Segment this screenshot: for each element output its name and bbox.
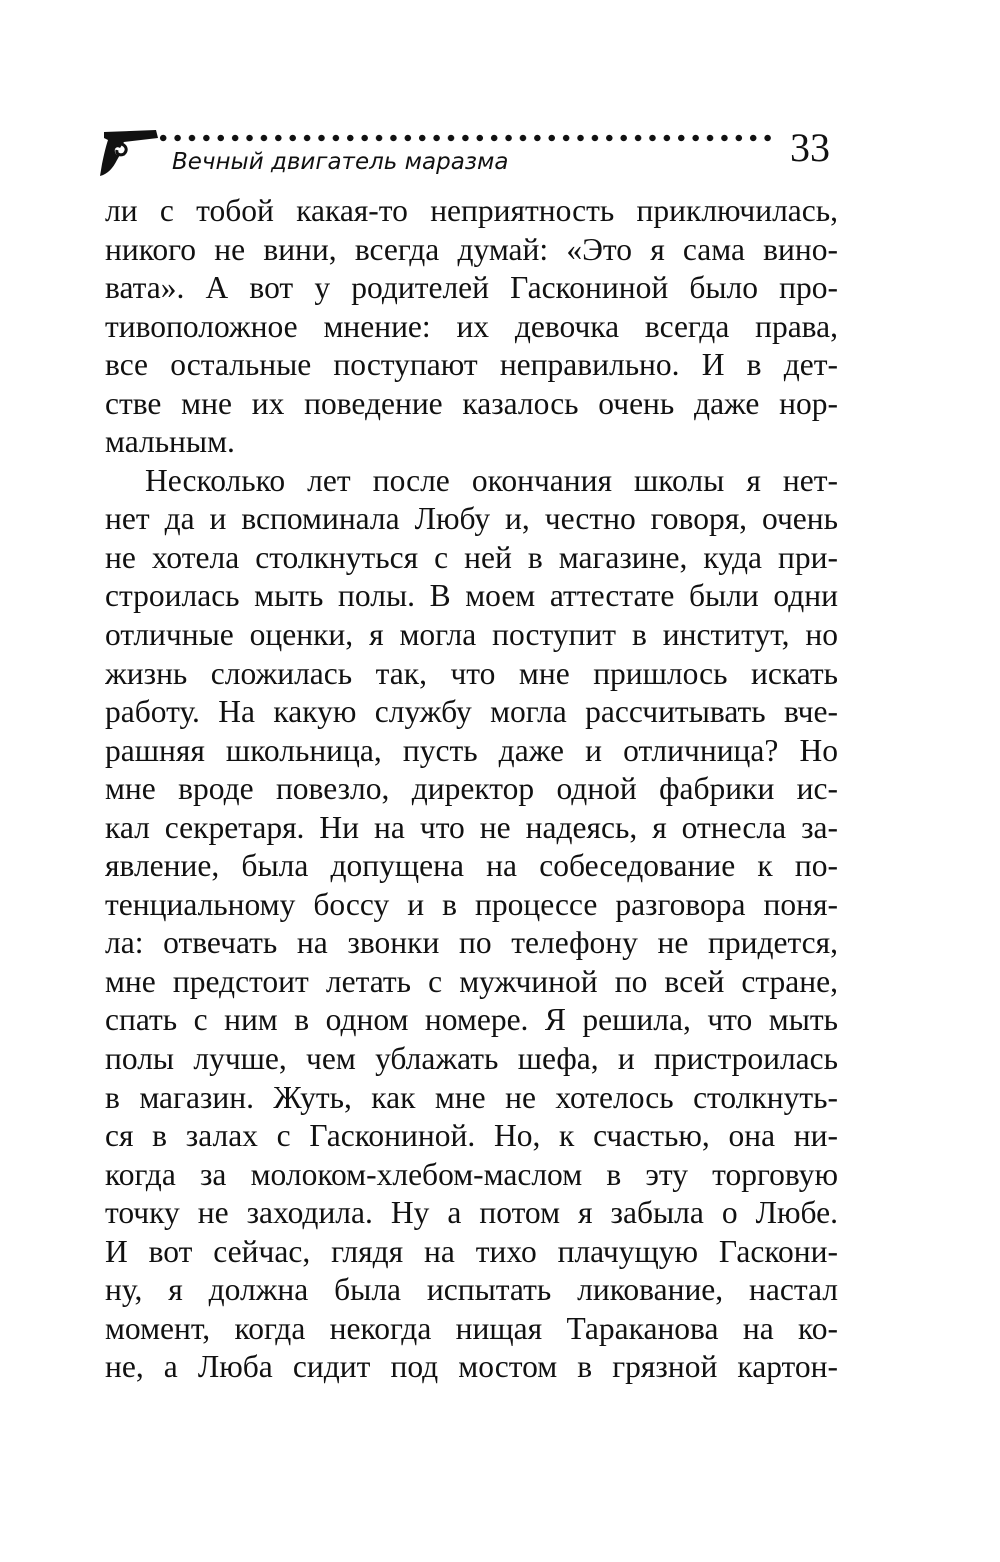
book-title: Вечный двигатель маразма xyxy=(172,149,509,175)
text-line: никого не вини, всегда думай: «Это я сама вино- xyxy=(105,231,838,267)
dot-leader xyxy=(156,132,776,144)
text-line: ла: отвечать на звонки по телефону не придется, xyxy=(105,925,838,961)
text-line: мне предстоит летать с мужчиной по всей стране, xyxy=(105,963,838,999)
text-line: ну, я должна была испытать ликование, настал xyxy=(105,1272,838,1308)
text-line: ли с тобой какая-то неприятность приключилась, xyxy=(105,193,838,228)
text-line: тивоположное мнение: их девочка всегда права, xyxy=(105,308,838,344)
text-line: И вот сейчас, глядя на тихо плачущую Гаскони- xyxy=(105,1233,838,1269)
text-line: полы лучше, чем ублажать шефа, и пристроилась xyxy=(105,1041,838,1077)
text-line: все остальные поступают неправильно. И в дет- xyxy=(105,347,838,383)
text-line: тенциальному боссу и в процессе разговора поня- xyxy=(105,886,838,922)
text-line: кал секретаря. Ни на что не надеясь, я отнесла за- xyxy=(105,809,838,845)
text-line: мне вроде повезло, директор одной фабрики ис- xyxy=(105,771,838,807)
text-line: в магазин. Жуть, как мне не хотелось столкнуть- xyxy=(105,1079,838,1115)
text-line: отличные оценки, я могла поступит в институт, но xyxy=(105,617,838,653)
text-line: строилась мыть полы. В моем аттестате были одни xyxy=(105,578,838,614)
body-text xyxy=(105,192,838,1387)
text-line: нет да и вспоминала Любу и, честно говоря, очень xyxy=(105,501,838,537)
page-number: 33 xyxy=(790,125,830,170)
text-line: не хотела столкнуться с ней в магазине, куда при- xyxy=(105,539,838,575)
text-line: рашняя школьница, пусть даже и отличница? Но xyxy=(105,732,838,768)
text-line: ся в залах с Гаскониной. Но, к счастью, она ни- xyxy=(105,1118,838,1154)
text-line: не, а Люба сидит под мостом в грязной картон- xyxy=(105,1349,838,1385)
pistol-icon xyxy=(98,126,160,182)
text-line: вата». А вот у родителей Гаскониной было про- xyxy=(105,270,838,306)
text-line: жизнь сложилась так, что мне пришлось искать xyxy=(105,655,838,691)
text-line: спать с ним в одном номере. Я решила, что мыть xyxy=(105,1002,838,1038)
text-line: стве мне их поведение казалось очень даже нор- xyxy=(105,385,838,421)
text-line: момент, когда некогда нищая Тараканова на ко- xyxy=(105,1310,838,1346)
text-line: когда за молоком-хлебом-маслом в эту торговую xyxy=(105,1156,838,1192)
text-line: Несколько лет после окончания школы я нет- xyxy=(145,462,838,498)
text-line: работу. На какую службу могла рассчитывать вче- xyxy=(105,694,838,730)
text-line: точку не заходила. Ну а потом я забыла о Любе. xyxy=(105,1195,838,1231)
running-header xyxy=(98,118,838,188)
text-line: явление, была допущена на собеседование к по- xyxy=(105,848,838,884)
text-line: мальным. xyxy=(105,424,235,460)
